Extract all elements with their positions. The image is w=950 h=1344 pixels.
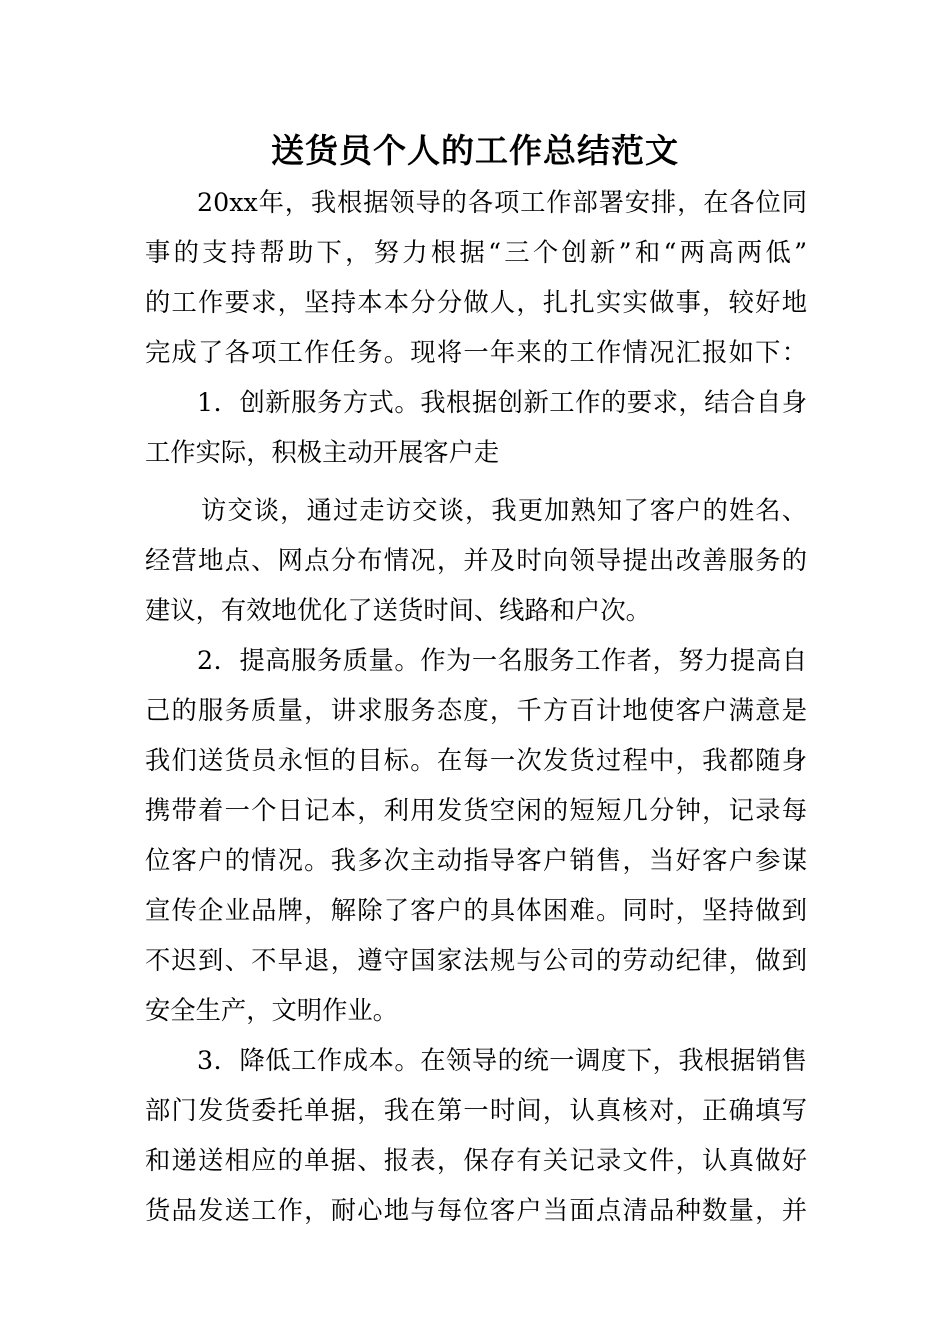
paragraph-line: 不迟到、不早退，遵守国家法规与公司的劳动纪律，做到 [145,946,807,975]
paragraph-line: 宣传企业品牌，解除了客户的具体困难。同时，坚持做到 [145,896,807,925]
paragraph-line: 建议，有效地优化了送货时间、线路和户次。 [145,596,651,625]
paragraph-line: 我们送货员永恒的目标。在每一次发货过程中，我都随身 [145,746,807,775]
document-title: 送货员个人的工作总结范文 [271,131,679,170]
paragraph-line: 位客户的情况。我多次主动指导客户销售，当好客户参谋 [145,846,807,875]
paragraph-line: 2．提高服务质量。作为一名服务工作者，努力提高自 [197,646,807,675]
paragraph-line: 货品发送工作，耐心地与每位客户当面点清品种数量，并 [145,1196,807,1225]
paragraph-line: 完成了各项工作任务。现将一年来的工作情况汇报如下： [145,338,807,367]
paragraph-line: 携带着一个日记本，利用发货空闲的短短几分钟，记录每 [145,796,807,825]
paragraph-line: 访交谈，通过走访交谈，我更加熟知了客户的姓名、 [201,496,807,525]
paragraph-line: 工作实际，积极主动开展客户走 [145,438,500,467]
paragraph-line: 经营地点、网点分布情况，并及时向领导提出改善服务的 [145,546,807,575]
paragraph-line: 1．创新服务方式。我根据创新工作的要求，结合自身 [197,388,807,417]
paragraph-line: 20xx年，我根据领导的各项工作部署安排，在各位同 [197,188,807,217]
paragraph-line: 3．降低工作成本。在领导的统一调度下，我根据销售 [197,1046,807,1075]
paragraph-line: 和递送相应的单据、报表，保存有关记录文件，认真做好 [145,1146,807,1175]
paragraph-line: 己的服务质量，讲求服务态度，千方百计地使客户满意是 [145,696,807,725]
paragraph-line: 的工作要求，坚持本本分分做人，扎扎实实做事，较好地 [145,288,807,317]
paragraph-line: 部门发货委托单据，我在第一时间，认真核对，正确填写 [145,1096,807,1125]
paragraph-line: 事的支持帮助下，努力根据“三个创新”和“两高两低” [145,238,807,267]
paragraph-line: 安全生产，文明作业。 [145,996,398,1025]
document-body [145,178,807,1236]
